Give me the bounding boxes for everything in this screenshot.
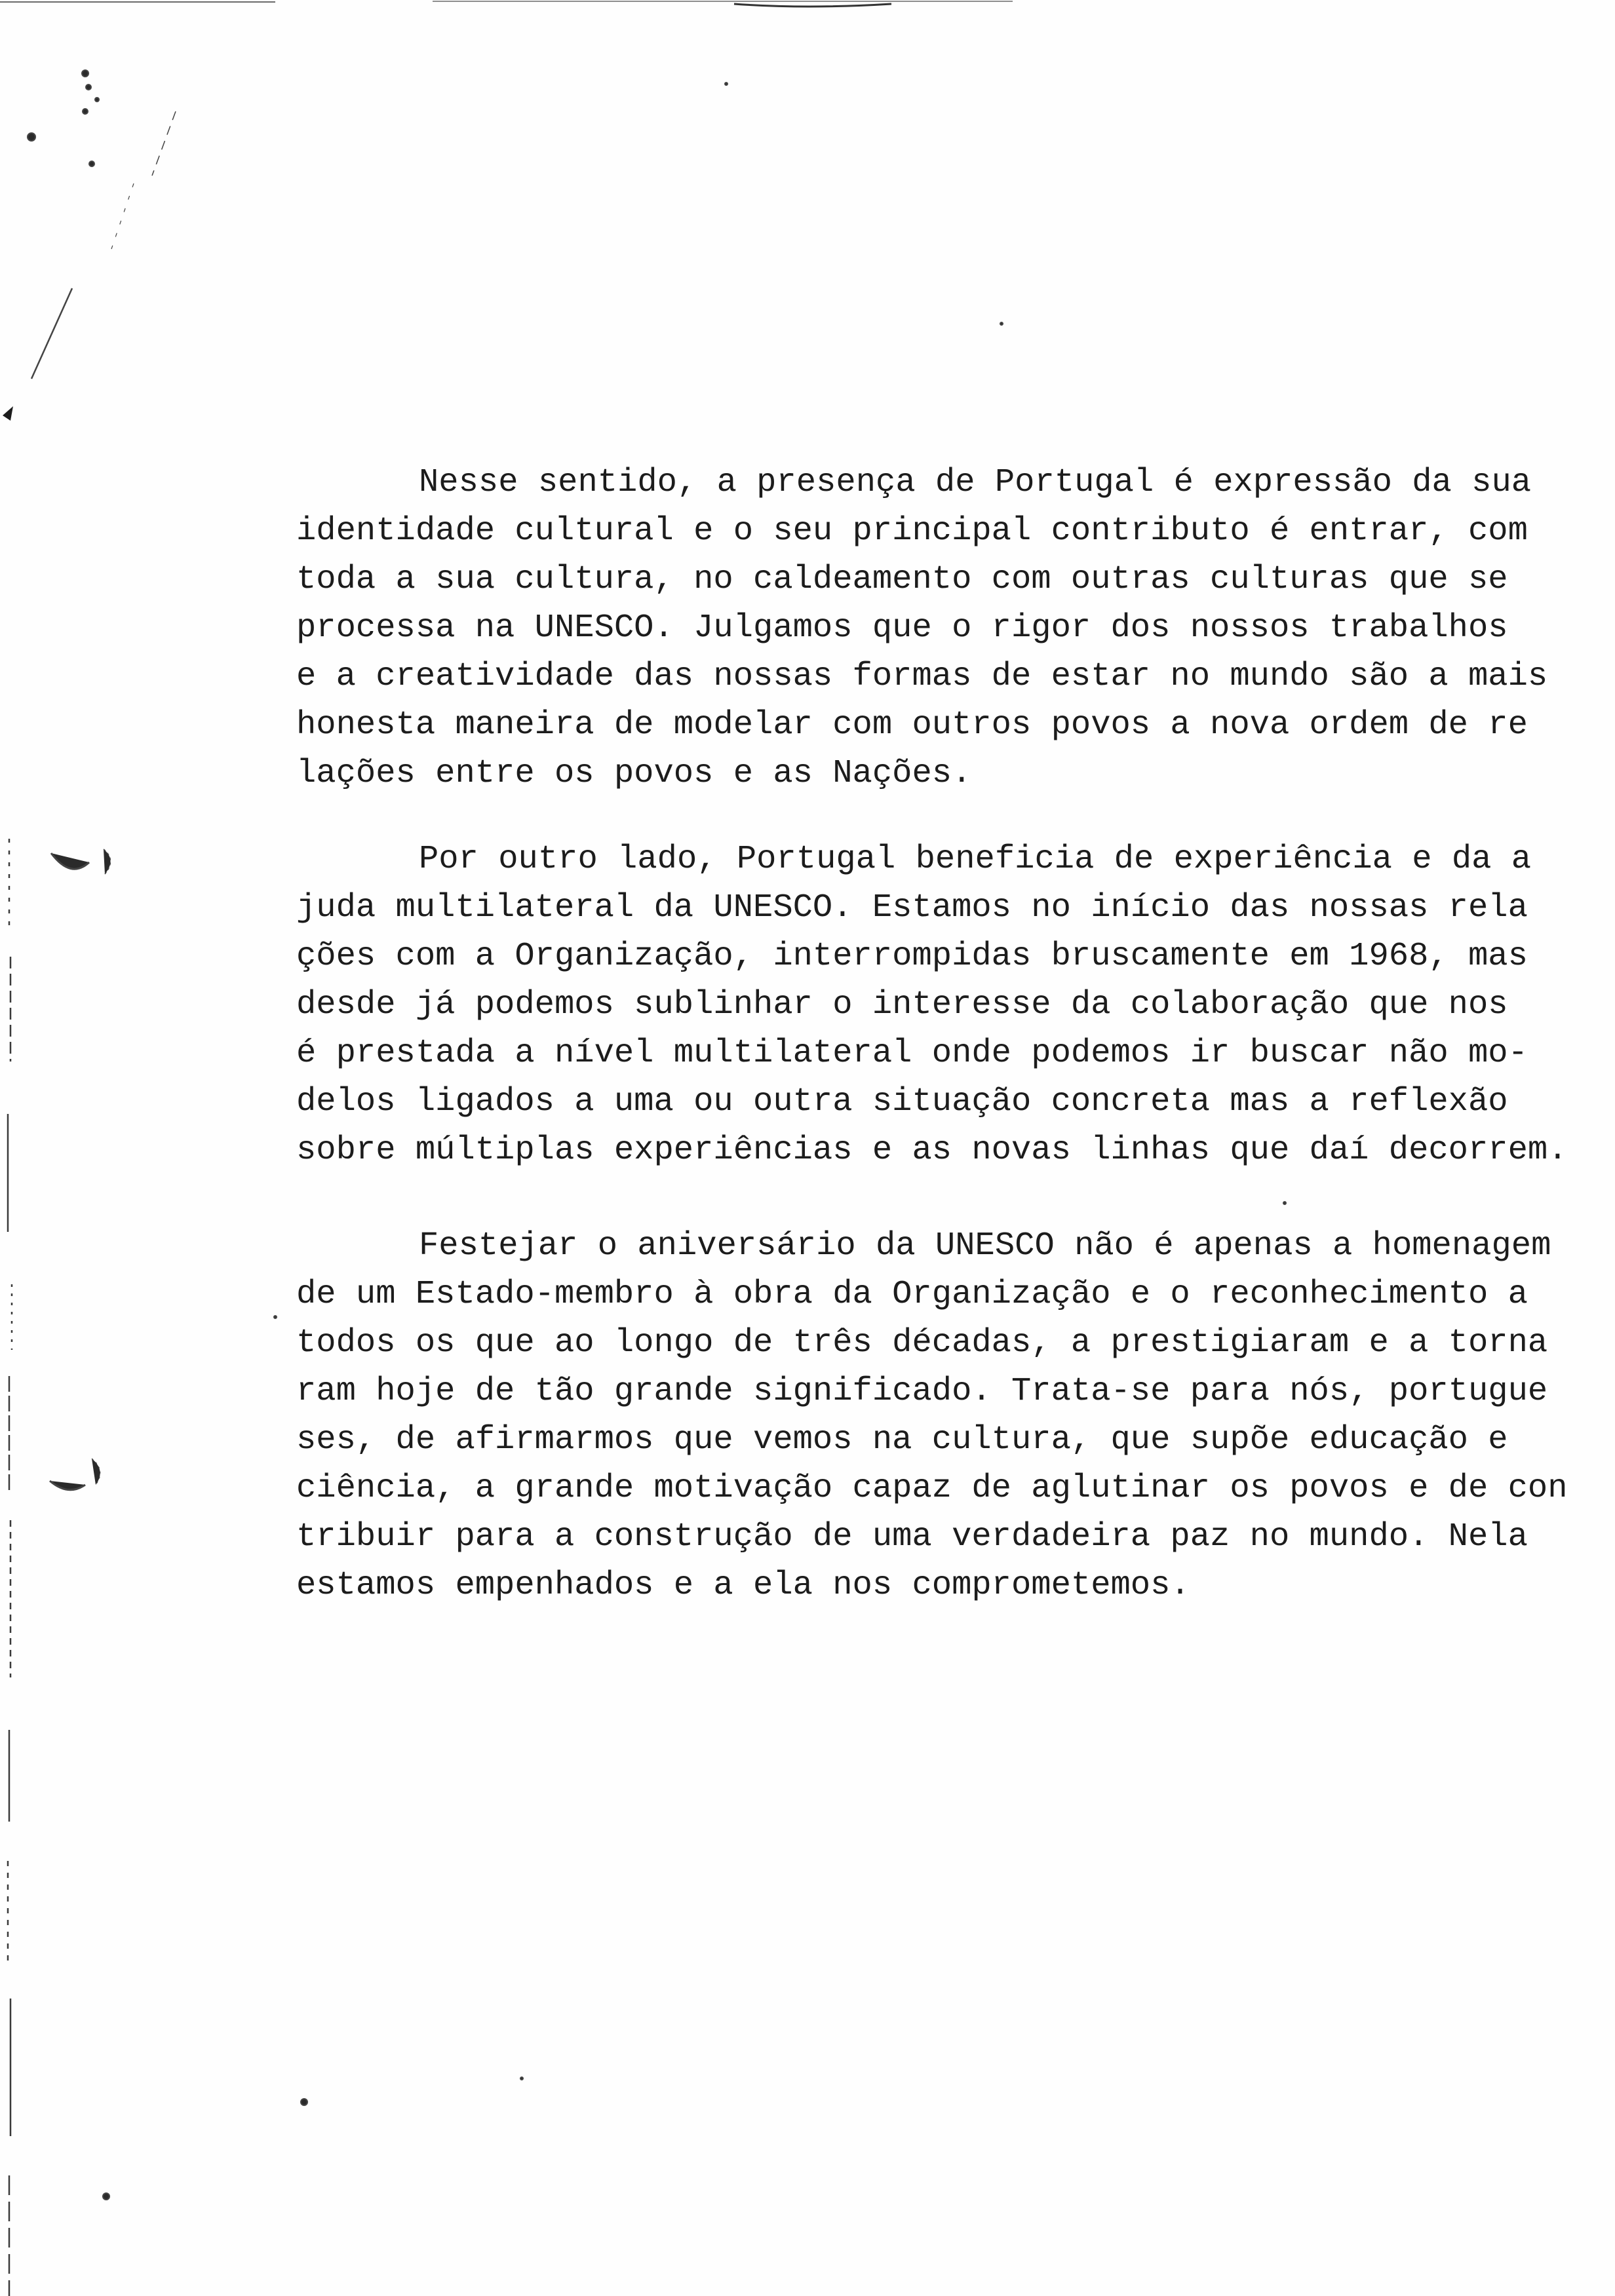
paragraph-3 <box>296 1222 1601 1610</box>
paragraph-1 <box>296 459 1601 798</box>
top-edge-marks <box>0 1 1013 7</box>
text-line: lações entre os povos e as Nações. <box>296 755 972 792</box>
text-line: tribuir para a construção de uma verdadeira paz no mundo. Nela <box>296 1518 1528 1556</box>
paragraph-2 <box>296 835 1601 1175</box>
text-line: juda multilateral da UNESCO. Estamos no início das nossas rela <box>296 889 1528 927</box>
text-line: sobre múltiplas experiências e as novas linhas que daí decorrem. <box>296 1132 1568 1169</box>
letter-body <box>296 459 1601 1610</box>
text-line: toda a sua cultura, no caldeamento com outras culturas que se <box>296 561 1508 598</box>
text-line: Festejar o aniversário da UNESCO não é apenas a homenagem <box>419 1227 1551 1265</box>
text-line: ses, de afirmarmos que vemos na cultura, que supõe educação e <box>296 1421 1508 1459</box>
text-line: de um Estado-membro à obra da Organização e o reconhecimento a <box>296 1276 1528 1313</box>
text-line: estamos empenhados e a ela nos comprometemos. <box>296 1567 1190 1604</box>
text-line: identidade cultural e o seu principal contributo é entrar, com <box>296 512 1528 550</box>
text-line: Por outro lado, Portugal beneficia de experiência e da a <box>419 841 1532 878</box>
text-line: processa na UNESCO. Julgamos que o rigor dos nossos trabalhos <box>296 609 1508 647</box>
text-line: ciência, a grande motivação capaz de aglutinar os povos e de con <box>296 1470 1568 1507</box>
text-line: honesta maneira de modelar com outros povos a nova ordem de re <box>296 706 1528 744</box>
text-line: todos os que ao longo de três décadas, a prestigiaram e a torna <box>296 1324 1548 1362</box>
left-binding-edge <box>8 839 12 2296</box>
text-line: desde já podemos sublinhar o interesse da colaboração que nos <box>296 986 1508 1024</box>
text-line: e a creatividade das nossas formas de estar no mundo são a mais <box>296 658 1548 695</box>
text-line: ções com a Organização, interrompidas bruscamente em 1968, mas <box>296 938 1528 975</box>
paragraph-spacer <box>296 798 1601 835</box>
text-line: ram hoje de tão grande significado. Trata-se para nós, portugue <box>296 1373 1548 1410</box>
text-line: Nesse sentido, a presença de Portugal é expressão da sua <box>419 464 1532 501</box>
text-line: delos ligados a uma ou outra situação concreta mas a reflexão <box>296 1083 1508 1120</box>
text-line: é prestada a nível multilateral onde podemos ir buscar não mo- <box>296 1035 1528 1072</box>
paragraph-spacer <box>296 1175 1601 1222</box>
